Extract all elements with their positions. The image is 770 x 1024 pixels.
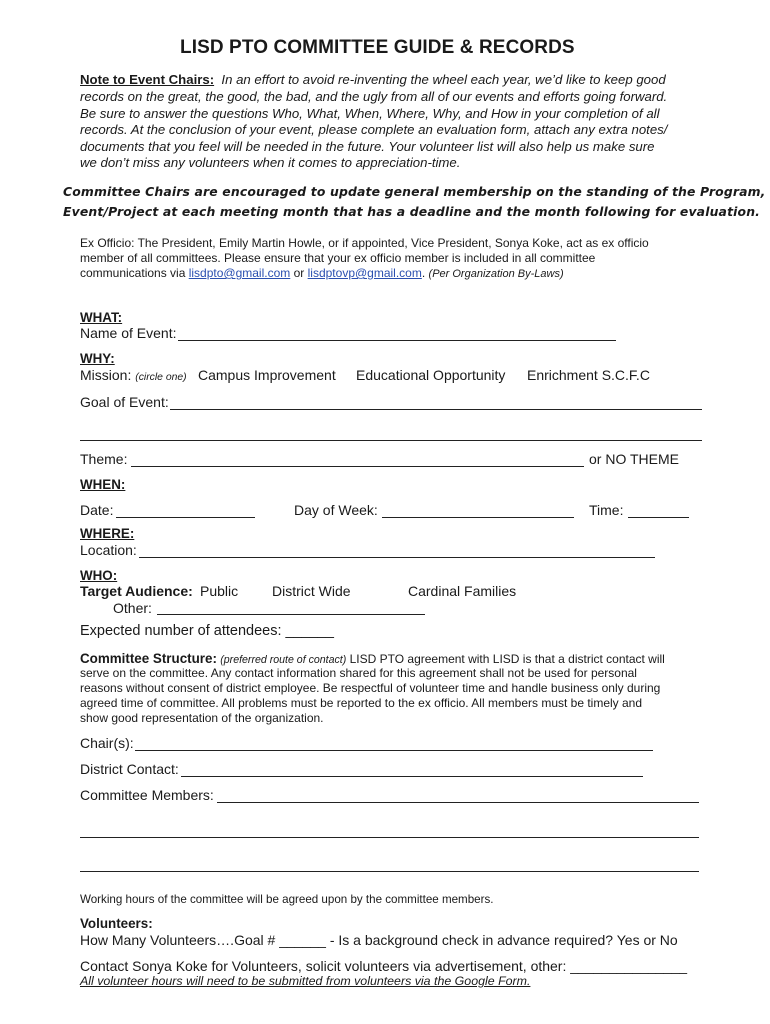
location-field[interactable] [139, 557, 655, 558]
ex-officio-line-3 [80, 266, 564, 283]
audience-option-cardinal[interactable]: Cardinal Families [408, 583, 517, 599]
who-heading: WHO: [80, 568, 118, 583]
bylaws-note: (Per Organization By-Laws) [428, 268, 564, 280]
chairs-label: Chair(s): [80, 735, 134, 751]
committee-members-field-2[interactable] [80, 837, 699, 838]
structure-text-1: LISD PTO agreement with LISD is that a district contact will [346, 652, 665, 666]
note-line-3: Be sure to answer the questions Who, What, When, Where, Why, and How in your completion of all [80, 106, 660, 121]
where-heading: WHERE: [80, 526, 135, 541]
ex-officio-prefix: communications via [80, 266, 189, 280]
when-heading: WHEN: [80, 477, 126, 492]
ex-officio-dot: . [421, 266, 429, 280]
day-of-week-label: Day of Week: [294, 502, 378, 518]
chairs-field[interactable] [135, 750, 653, 751]
event-name-field[interactable] [178, 340, 616, 341]
volunteers-how-many: How Many Volunteers….Goal # ______ - Is a background check in advance required? Yes or No [80, 932, 678, 948]
audience-option-public[interactable]: Public [200, 583, 239, 599]
note-line-5: documents that you feel will be needed in the future. Your volunteer list will also help us make sure [80, 139, 655, 154]
goal-field-line-2[interactable] [80, 440, 702, 441]
goal-field[interactable] [170, 409, 702, 410]
committee-members-field-3[interactable] [80, 871, 699, 872]
note-line-1 [80, 72, 666, 89]
note-line-4: records. At the conclusion of your event, please complete an evaluation form, attach any extra notes/ [80, 122, 668, 137]
ex-officio-or: or [290, 266, 308, 280]
committee-members-label: Committee Members: [80, 787, 214, 803]
structure-line-3: reasons without consent of district employee. Be respectful of volunteer time and handle business only during [80, 681, 661, 695]
audience-label: Target Audience: [80, 583, 193, 599]
mission-option-campus[interactable]: Campus Improvement [198, 367, 336, 383]
goal-label: Goal of Event: [80, 394, 169, 410]
president-email-link[interactable]: lisdpto@gmail.com [188, 266, 291, 280]
ex-officio-line-2: member of all committees. Please ensure that your ex officio member is included in all committee [80, 251, 596, 265]
date-field[interactable] [116, 517, 255, 518]
why-heading: WHY: [80, 351, 115, 366]
event-name-label: Name of Event: [80, 325, 177, 341]
mission-label: Mission: [80, 367, 132, 383]
vp-email-link[interactable]: lisdptovp@gmail.com [307, 266, 422, 280]
district-contact-field[interactable] [181, 776, 643, 777]
expected-attendees: Expected number of attendees: ______ [80, 623, 334, 639]
volunteers-footer: All volunteer hours will need to be submitted from volunteers via the Google Form. [80, 974, 531, 988]
other-label: Other: [113, 600, 152, 616]
time-field[interactable] [628, 517, 689, 518]
committee-members-field[interactable] [217, 802, 699, 803]
theme-field[interactable] [131, 466, 584, 467]
day-of-week-field[interactable] [382, 517, 574, 518]
mission-option-enrichment[interactable]: Enrichment S.C.F.C [527, 367, 650, 383]
audience-row [80, 583, 193, 599]
what-heading: WHAT: [80, 310, 123, 325]
volunteers-heading: Volunteers: [80, 916, 153, 931]
district-contact-label: District Contact: [80, 761, 179, 777]
location-label: Location: [80, 542, 137, 558]
ex-officio-line-1: Ex Officio: The President, Emily Martin Howle, or if appointed, Vice President, Sonya Koke, act as ex officio [80, 236, 649, 250]
note-text-1: In an effort to avoid re-inventing the wheel each year, we’d like to keep good [221, 72, 666, 87]
structure-line-2: serve on the committee. Any contact information shared for this agreement shall not be used for personal [80, 666, 637, 680]
encourage-line-1: Committee Chairs are encouraged to update general membership on the standing of the Program, [63, 184, 766, 199]
date-label: Date: [80, 502, 114, 518]
other-field[interactable] [157, 614, 425, 615]
circle-one-note: (circle one) [135, 372, 187, 383]
note-label: Note to Event Chairs: [80, 72, 215, 87]
working-hours-note: Working hours of the committee will be agreed upon by the committee members. [80, 893, 494, 906]
no-theme-option[interactable]: or NO THEME [589, 451, 679, 467]
volunteers-contact: Contact Sonya Koke for Volunteers, solicit volunteers via advertisement, other: _______________ [80, 958, 688, 974]
audience-option-district[interactable]: District Wide [272, 583, 351, 599]
note-line-6: we don’t miss any volunteers when it comes to appreciation-time. [80, 155, 461, 170]
structure-line-4: agreed time of committee. All problems must be reported to the ex officio. All members must be timely and [80, 696, 643, 710]
page-title: LISD PTO COMMITTEE GUIDE & RECORDS [180, 37, 575, 58]
mission-option-educational[interactable]: Educational Opportunity [356, 367, 506, 383]
structure-preferred: (preferred route of contact) [220, 654, 347, 666]
time-label: Time: [589, 502, 624, 518]
event-name-row [80, 325, 177, 341]
encourage-line-2: Event/Project at each meeting month that has a deadline and the month following for evaluation. [63, 204, 761, 219]
structure-label: Committee Structure: [80, 651, 217, 666]
theme-label: Theme: [80, 451, 128, 467]
structure-line-5: show good representation of the organization. [80, 711, 324, 725]
mission-label-row [80, 367, 187, 383]
note-line-2: records on the great, the good, the bad, and the ugly from all of our events and efforts going forward. [80, 89, 668, 104]
